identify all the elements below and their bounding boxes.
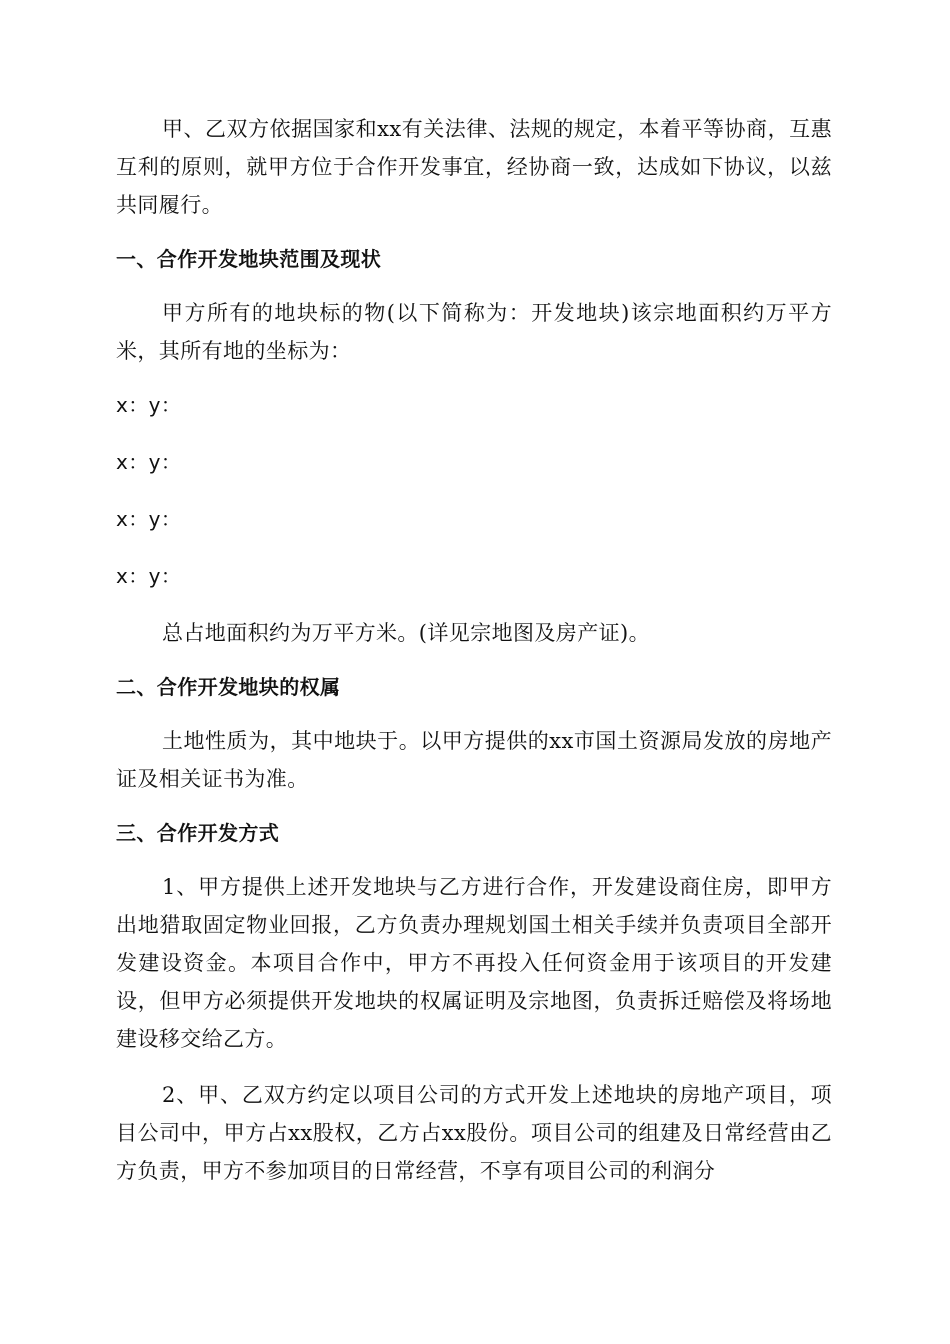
document-body xyxy=(116,110,832,1190)
section-3-heading: 三、合作开发方式 xyxy=(116,821,280,845)
section-1-total-paragraph: 总占地面积约为万平方米。(详见宗地图及房产证)。 xyxy=(162,621,650,645)
section-3-item-1-paragraph: 1、甲方提供上述开发地块与乙方进行合作，开发建设商住房，即甲方出地猎取固定物业回报，乙方负责办理规划国土相关手续并负责项目全部开发建设资金。本项目合作中，甲方不再投入任何资金用于该项目的开发建设，但甲方必须提供开发地块的权属证明及宗地图，负责拆迁赔偿及将场地建设移交给乙方。 xyxy=(116,875,832,1051)
coordinate-line-1: x：y： xyxy=(116,393,182,417)
section-3-item-2-paragraph: 2、甲、乙双方约定以项目公司的方式开发上述地块的房地产项目，项目公司中，甲方占xx股权，乙方占xx股份。项目公司的组建及日常经营由乙方负责，甲方不参加项目的日常经营，不享有项目公司的利润分 xyxy=(116,1083,832,1183)
section-2-heading: 二、合作开发地块的权属 xyxy=(116,675,341,699)
intro-paragraph: 甲、乙双方依据国家和xx有关法律、法规的规定，本着平等协商，互惠互利的原则，就甲方位于合作开发事宜，经协商一致，达成如下协议，以兹共同履行。 xyxy=(116,117,832,217)
section-1-paragraph: 甲方所有的地块标的物(以下简称为：开发地块)该宗地面积约万平方米，其所有地的坐标为： xyxy=(116,301,832,363)
coordinate-line-2: x：y： xyxy=(116,450,182,474)
coordinate-line-3: x：y： xyxy=(116,507,182,531)
coordinate-line-4: x：y： xyxy=(116,564,182,588)
section-2-paragraph: 土地性质为，其中地块于。以甲方提供的xx市国土资源局发放的房地产证及相关证书为准。 xyxy=(116,729,832,791)
section-1-heading: 一、合作开发地块范围及现状 xyxy=(116,247,382,271)
